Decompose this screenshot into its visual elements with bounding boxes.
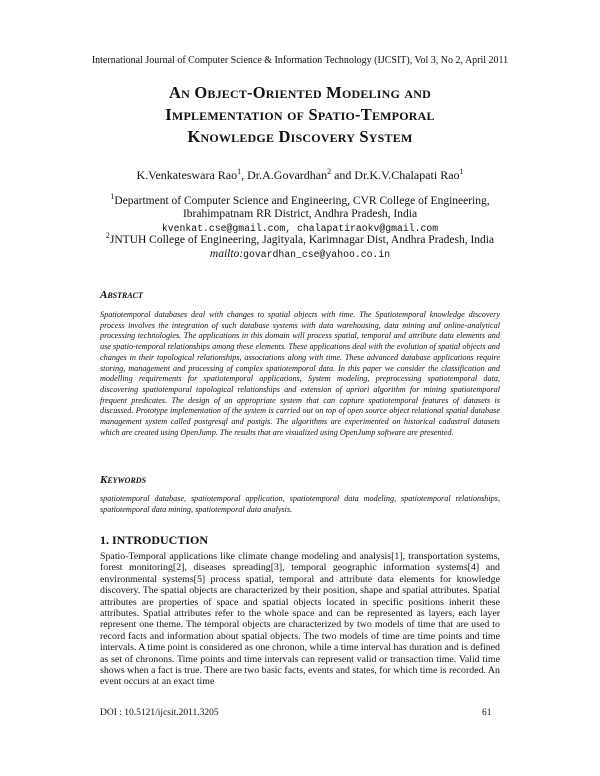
introduction-text: Spatio-Temporal applications like climate change modeling and analysis[1], transportation systems, forest monitoring[2], diseases spreading[3], temporal geographic information systems[4] and environmental systems[5] process spatial, temporal and attribute data elements for knowledge discovery. The spatial objects are characterized by their position, shape and spatial attributes. Spatial attributes are properties of space and spatial objects located in specific positions inherit these attributes. Spatial attributes refer to the whole space and can be represented as layers, each layer represent one theme. The temporal objects are characterized by two models of time that are used to record facts and information about spatial objects. The two models of time are time points and time intervals. A time point is considered as one chronon, while a time interval has duration and is defined as set of chronons. Time points and time intervals can represent valid or transaction time. Valid time shows when a fact is true. There are two basic facts, events and states, for which time is recorded. An event occurs at an exact time	[100, 551, 500, 688]
mailto-label: mailto:	[209, 248, 244, 260]
footer-doi: DOI : 10.5121/ijcsit.2011.3205	[100, 708, 219, 718]
author-separator: ,	[241, 168, 248, 182]
author-1-affil-mark: 1	[237, 167, 242, 176]
paper-title	[90, 82, 510, 148]
author-3: Dr.K.V.Chalapati Rao	[354, 168, 460, 182]
journal-header: International Journal of Computer Science & Information Technology (IJCSIT), Vol 3, No 2, April 2011	[91, 55, 509, 66]
abstract-heading: Abstract	[100, 289, 143, 301]
author-2-affil-mark: 2	[327, 167, 332, 176]
affiliation-2-text: JNTUH College of Engineering, Jagityala, Karimnagar Dist, Andhra Pradesh, India	[109, 234, 495, 246]
title-line-1: An Object-Oriented Modeling and	[169, 83, 431, 102]
author-list	[0, 168, 600, 183]
keywords-heading: Keywords	[100, 474, 147, 486]
affiliation-2-line-1	[0, 231, 600, 248]
title-line-2: Implementation of Spatio-Temporal	[165, 105, 435, 124]
abstract-text: Spatiotemporal databases deal with changes to spatial objects with time. The Spatiotemporal knowledge discovery process involves the integration of such database systems with data warehousing, data mining and online-analytical processing technologies. The applications in this domain will process spatial, temporal and attribute data elements and use spatio-temporal relationships among these elements. These applications deal with the evolution of spatial objects and changes in their topological relationships, associations along with time. These advanced database applications require storing, management and processing of complex spatiotemporal data. In this paper we consider the classification and modelling requirements for spatiotemporal applications, System modeling, preprocessing spatiotemporal data, discovering spatiotemporal topological relationships and extension of apriori algorithm for mining spatiotemporal frequent predicates. The design of an appropriate system that can capture spatiotemporal features of datasets is discussed. Prototype implementation of the system is carried out on top of open source object relational spatial database management system called postgresql and postgis. The algorithms are experimented on historical cadastral datasets which are created using OpenJump. The results that are visualized using OpenJump software are presented.	[100, 310, 500, 437]
affiliation-1-line-2: Ibrahimpatnam RR District, Andhra Pradesh, India	[182, 208, 418, 220]
affiliation-1-emails[interactable]: kvenkat.cse@gmail.com, chalapatiraokv@gmail.com	[161, 223, 439, 234]
affiliation-2-mark: 2	[105, 231, 110, 241]
author-3-affil-mark: 1	[459, 167, 464, 176]
affiliation-1-line-1	[0, 192, 600, 209]
page-number: 61	[482, 708, 492, 718]
affiliation-1-text: Department of Computer Science and Engineering, CVR College of Engineering,	[114, 195, 490, 207]
affiliation-2-email[interactable]: govardhan_cse@yahoo.co.in	[243, 249, 391, 260]
author-2: Dr.A.Govardhan	[247, 168, 328, 182]
introduction-heading: 1. INTRODUCTION	[100, 533, 209, 547]
affiliation-1-mark: 1	[110, 192, 115, 202]
title-line-3: Knowledge Discovery System	[187, 127, 413, 146]
author-1: K.Venkateswara Rao	[136, 168, 238, 182]
author-conjunction: and	[331, 168, 355, 182]
affiliation-2-email-line[interactable]	[0, 248, 600, 262]
keywords-text: spatiotemporal database, spatiotemporal application, spatiotemporal data modeling, spatiotemporal relationships, spatiotemporal data mining, spatiotemporal data analysis.	[100, 494, 500, 514]
